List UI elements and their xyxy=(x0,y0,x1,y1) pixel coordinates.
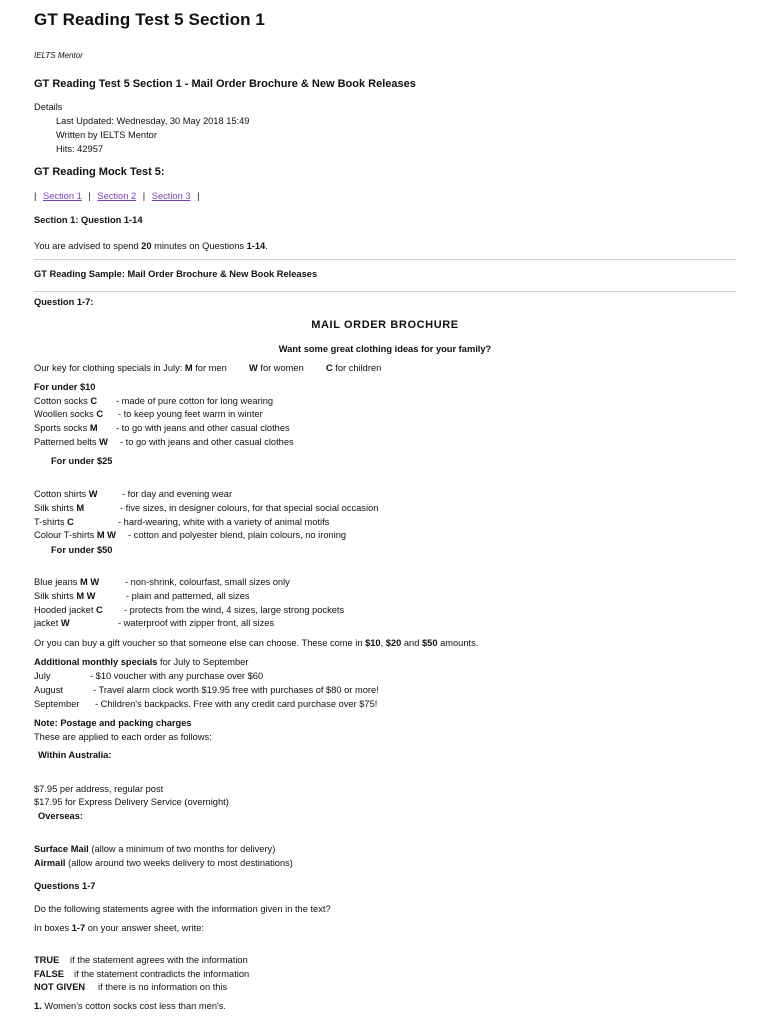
postage-intro: These are applied to each order as follows: xyxy=(34,732,212,742)
postage-rate: $7.95 per address, regular post xyxy=(34,784,164,794)
brochure-subtitle: Want some great clothing ideas for your family? xyxy=(278,344,492,354)
key-w-label: for women xyxy=(257,363,304,373)
key-c-label: for children xyxy=(332,363,382,373)
product-name: Silk shirts xyxy=(34,503,77,513)
within-australia-heading: Within Australia: xyxy=(38,750,112,760)
voucher-text: amounts. xyxy=(437,638,479,648)
monthly-specials-heading xyxy=(34,656,248,670)
product-code: W xyxy=(60,618,70,628)
price-group-heading: For under $50 xyxy=(51,545,113,555)
voucher-text: and xyxy=(401,638,422,648)
question-range: Question 1-7: xyxy=(34,297,94,307)
key-c: C xyxy=(326,363,333,373)
key-intro: Our key for clothing specials in July: xyxy=(34,363,185,373)
nav-link-section-2[interactable]: Section 2 xyxy=(97,191,137,201)
overseas-option-desc: (allow a minimum of two months for delivery) xyxy=(88,844,276,854)
month-desc: - Children's backpacks. Free with any credit card purchase over $75! xyxy=(95,699,378,709)
product-code: M xyxy=(76,503,85,513)
advice-text: minutes on Questions xyxy=(151,241,247,251)
divider xyxy=(34,259,736,260)
answer-option-label: NOT GIVEN xyxy=(34,982,86,992)
questions-heading: Questions 1-7 xyxy=(34,881,96,891)
overseas-heading: Overseas: xyxy=(38,811,83,821)
product-desc: - plain and patterned, all sizes xyxy=(126,591,250,601)
month-desc: - $10 voucher with any purchase over $60 xyxy=(90,671,264,681)
product-desc: - waterproof with zipper front, all sizes xyxy=(118,618,275,628)
voucher-text: Or you can buy a gift voucher so that someone else can choose. These come in xyxy=(34,638,366,648)
product-desc: - hard-wearing, white with a variety of animal motifs xyxy=(118,517,330,527)
product-row xyxy=(34,408,103,422)
product-desc: - non-shrink, colourfast, small sizes only xyxy=(125,577,290,587)
price-group-heading: For under $25 xyxy=(51,456,113,466)
product-code: M W xyxy=(76,591,96,601)
question-number: 1. xyxy=(34,1001,42,1011)
product-code: C xyxy=(96,409,104,419)
postage-heading: Note: Postage and packing charges xyxy=(34,718,192,728)
sample-heading: GT Reading Sample: Mail Order Brochure & New Book Releases xyxy=(34,269,318,279)
month-label: September xyxy=(34,699,80,709)
product-desc: - protects from the wind, 4 sizes, large strong pockets xyxy=(124,605,345,615)
product-row xyxy=(34,502,84,516)
product-row xyxy=(34,590,95,604)
boxes-text: on your answer sheet, write: xyxy=(85,923,205,933)
key-w: W xyxy=(249,363,258,373)
gift-voucher-text xyxy=(34,637,478,651)
month-label: July xyxy=(34,671,51,681)
key-m: M xyxy=(184,363,193,373)
product-row xyxy=(34,395,97,409)
price-group-heading: For under $10 xyxy=(34,382,96,392)
answer-option-desc: if there is no information on this xyxy=(98,982,228,992)
nav-link-section-3[interactable]: Section 3 xyxy=(151,191,191,201)
product-desc: - for day and evening wear xyxy=(122,489,233,499)
mock-test-heading: GT Reading Mock Test 5: xyxy=(34,166,165,178)
overseas-option xyxy=(34,843,275,857)
answer-option-desc: if the statement contradicts the information xyxy=(74,969,250,979)
monthly-heading-rest: for July to September xyxy=(157,657,249,667)
product-row xyxy=(34,576,99,590)
product-code: C xyxy=(90,396,98,406)
boxes-range: 1-7 xyxy=(71,923,86,933)
product-row xyxy=(34,436,108,450)
product-name: T-shirts xyxy=(34,517,68,527)
answer-option-label: TRUE xyxy=(34,955,60,965)
product-code: M xyxy=(89,423,98,433)
advice-questions: 1-14 xyxy=(246,241,266,251)
product-code: M W xyxy=(96,530,116,540)
overseas-option-label: Surface Mail xyxy=(34,844,89,854)
product-code: C xyxy=(96,605,103,615)
product-desc: - five sizes, in designer colours, for that special social occasion xyxy=(120,503,379,513)
voucher-text: , xyxy=(380,638,386,648)
divider xyxy=(34,291,736,292)
section-heading: Section 1: Question 1-14 xyxy=(34,215,143,225)
question-1 xyxy=(34,1000,226,1014)
product-name: Blue jeans xyxy=(34,577,80,587)
product-code: W xyxy=(99,437,108,447)
answer-option-desc: if the statement agrees with the information xyxy=(70,955,248,965)
boxes-text: In boxes xyxy=(34,923,72,933)
voucher-amount: $10 xyxy=(365,638,381,648)
product-row xyxy=(34,529,116,543)
brochure-title: MAIL ORDER BROCHURE xyxy=(311,319,459,331)
product-name: Hooded jacket xyxy=(34,605,97,615)
clothing-key xyxy=(34,362,227,376)
product-name: Colour T-shirts xyxy=(34,530,97,540)
answer-sheet-instruction xyxy=(34,922,204,936)
key-m-label: for men xyxy=(192,363,227,373)
site-byline: IELTS Mentor xyxy=(34,51,83,60)
product-row xyxy=(34,516,74,530)
product-code: W xyxy=(88,489,98,499)
voucher-amount: $50 xyxy=(421,638,438,648)
product-desc: - made of pure cotton for long wearing xyxy=(116,396,274,406)
month-label: August xyxy=(34,685,63,695)
product-code: C xyxy=(67,517,74,527)
advice-text: You are advised to spend xyxy=(34,241,142,251)
product-code: M W xyxy=(80,577,100,587)
page-title: GT Reading Test 5 Section 1 xyxy=(34,10,265,29)
voucher-amount: $20 xyxy=(385,638,402,648)
nav-separator: | xyxy=(197,191,200,201)
product-name: jacket xyxy=(34,618,61,628)
overseas-option-desc: (allow around two weeks delivery to most destinations) xyxy=(65,858,293,868)
product-name: Sports socks xyxy=(34,423,90,433)
time-advice xyxy=(34,240,268,254)
advice-text: . xyxy=(265,241,268,251)
details-label: Details xyxy=(34,102,63,112)
product-name: Cotton shirts xyxy=(34,489,89,499)
product-name: Silk shirts xyxy=(34,591,77,601)
answer-option-label: FALSE xyxy=(34,969,64,979)
product-desc: - cotton and polyester blend, plain colours, no ironing xyxy=(128,530,347,540)
product-name: Cotton socks xyxy=(34,396,91,406)
written-by: Written by IELTS Mentor xyxy=(56,130,157,140)
section-nav xyxy=(34,190,200,204)
advice-minutes: 20 xyxy=(141,241,152,251)
nav-separator: | xyxy=(142,191,146,201)
product-row xyxy=(34,422,98,436)
product-row xyxy=(34,617,70,631)
article-title: GT Reading Test 5 Section 1 - Mail Order Brochure & New Book Releases xyxy=(34,78,416,90)
questions-instruction: Do the following statements agree with the information given in the text? xyxy=(34,904,331,914)
product-desc: - to keep young feet warm in winter xyxy=(118,409,263,419)
hits-count: Hits: 42957 xyxy=(56,144,104,154)
product-desc: - to go with jeans and other casual clothes xyxy=(116,423,290,433)
product-row xyxy=(34,488,98,502)
month-desc: - Travel alarm clock worth $19.95 free with purchases of $80 or more! xyxy=(93,685,379,695)
product-name: Woollen socks xyxy=(34,409,97,419)
product-name: Patterned belts xyxy=(34,437,100,447)
question-text: Women's cotton socks cost less than men's. xyxy=(41,1001,226,1011)
nav-separator: | xyxy=(34,191,37,201)
last-updated: Last Updated: Wednesday, 30 May 2018 15:49 xyxy=(56,116,250,126)
nav-link-section-1[interactable]: Section 1 xyxy=(43,191,82,201)
nav-separator: | xyxy=(88,191,91,201)
postage-rate: $17.95 for Express Delivery Service (overnight) xyxy=(34,797,229,807)
product-desc: - to go with jeans and other casual clothes xyxy=(120,437,294,447)
clothing-key-children xyxy=(326,362,381,376)
overseas-option xyxy=(34,857,293,871)
overseas-option-label: Airmail xyxy=(34,858,66,868)
product-row xyxy=(34,604,103,618)
clothing-key-women xyxy=(249,362,304,376)
monthly-heading-bold: Additional monthly specials xyxy=(34,657,158,667)
